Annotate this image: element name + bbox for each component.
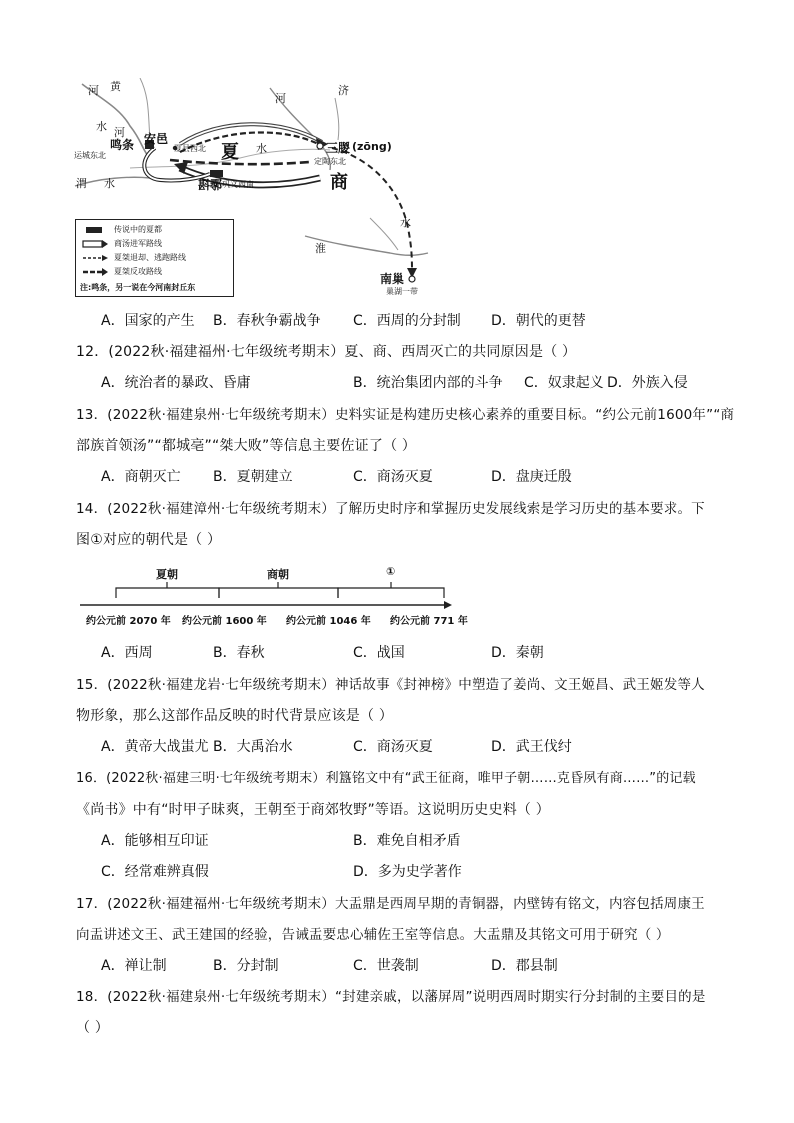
q15-option-a[interactable]: A．黄帝大战蚩尤 bbox=[101, 739, 209, 755]
map-label-river-shui-a: 水 bbox=[96, 120, 107, 133]
legend-row-shang-advance bbox=[76, 238, 231, 250]
legend-row-xia-counter bbox=[76, 266, 231, 278]
q13-option-b[interactable]: B．夏朝建立 bbox=[213, 469, 293, 485]
wide-arrow-icon bbox=[82, 240, 108, 248]
period-brace-shang bbox=[219, 588, 338, 598]
q14-option-b[interactable]: B．春秋 bbox=[213, 645, 265, 661]
map-label-zong-pinyin: (zōng) bbox=[352, 140, 392, 153]
legend-row-xia-capital bbox=[76, 224, 231, 236]
q12-option-d[interactable]: D．外族入侵 bbox=[607, 375, 688, 391]
q16-stem-line2: 《尚书》中有“时甲子昧爽，王朝至于商郊牧野”等语。这说明历史史料（ ） bbox=[76, 802, 550, 818]
q11-option-c[interactable]: C．西周的分封制 bbox=[353, 313, 461, 329]
q15-option-b[interactable]: B．大禹治水 bbox=[213, 739, 293, 755]
timeline-date-4: 约公元前 771 年 bbox=[390, 616, 468, 627]
q16-option-b[interactable]: B．难免自相矛盾 bbox=[353, 833, 461, 849]
map-label-dingtao: 定陶东北 bbox=[314, 157, 346, 166]
map-label-sanzong: 三朡 bbox=[326, 141, 351, 155]
map-label-nanchao: 南巢 bbox=[380, 272, 405, 286]
timeline-period-xia: 夏朝 bbox=[156, 568, 178, 581]
map-label-gongyi: 巩义西南 bbox=[222, 180, 254, 189]
river-south-branch bbox=[370, 218, 398, 250]
xia-capital-icon bbox=[82, 226, 108, 234]
q12-option-c[interactable]: C．奴隶起义 bbox=[524, 375, 604, 391]
timeline-date-1: 约公元前 2070 年 bbox=[86, 616, 171, 627]
q14-stem-line2: 图①对应的朝代是（ ） bbox=[76, 532, 222, 548]
q17-stem-line2: 向盂讲述文王、武王建国的经验，告诫盂要忠心辅佐王室等信息。大盂鼎及其铭文可用于研究（ ） bbox=[76, 927, 670, 943]
map-label-zhenxun: 斟鄩 bbox=[198, 178, 223, 192]
q17-option-c[interactable]: C．世袭制 bbox=[353, 958, 419, 974]
map-label-river-he-b: 河 bbox=[275, 92, 286, 105]
legend-row-xia-retreat bbox=[76, 252, 231, 264]
map-label-river-he-a: 河 bbox=[88, 84, 99, 97]
map-label-mingtiao: 鸣条 bbox=[110, 138, 135, 152]
q13-option-d[interactable]: D．盘庚迁殷 bbox=[491, 469, 572, 485]
map-legend bbox=[75, 219, 234, 297]
map-label-huai: 淮 bbox=[315, 242, 326, 255]
q15-option-d[interactable]: D．武王伐纣 bbox=[491, 739, 572, 755]
yellow-river-upper bbox=[140, 78, 150, 138]
map-label-river-he-c: 河 bbox=[114, 126, 125, 139]
xia-counterattack-route bbox=[170, 160, 310, 164]
map-label-river-ji: 济 bbox=[338, 84, 349, 97]
timeline-figure bbox=[76, 560, 476, 630]
map-label-shui-d: 水 bbox=[400, 216, 411, 229]
q13-stem-line1: 13．(2022秋·福建泉州·七年级统考期末）史料实证是构建历史核心素养的重要目标。“约公元前1600年”“商 bbox=[76, 407, 735, 423]
map-label-xia-xibei: 夏县西北 bbox=[174, 144, 206, 153]
q16-stem-line1: 16．(2022秋·福建三明·七年级统考期末）利簋铭文中有“武王征商，唯甲子朝……克昏夙有商……”的记载 bbox=[76, 771, 696, 786]
q18-stem-line1: 18．(2022秋·福建泉州·七年级统考期末）“封建亲戚，以藩屏周”说明西周时期实行分封制的主要目的是 bbox=[76, 989, 706, 1005]
q17-stem-line1: 17．(2022秋·福建福州·七年级统考期末）大盂鼎是西周早期的青铜器，内壁铸有铭文，内容包括周康王 bbox=[76, 896, 705, 912]
map-label-shang: 商 bbox=[330, 172, 348, 193]
period-brace-xia bbox=[116, 588, 219, 598]
timeline-arrowhead bbox=[444, 601, 452, 609]
q15-stem-line1: 15．(2022秋·福建龙岩·七年级统考期末）神话故事《封神榜》中塑造了姜尚、文王姬昌、武王姬发等人 bbox=[76, 677, 705, 693]
q14-option-c[interactable]: C．战国 bbox=[353, 645, 405, 661]
q16-option-c[interactable]: C．经常难辨真假 bbox=[101, 864, 209, 880]
q15-stem-line2: 物形象，那么这部作品反映的时代背景应该是（ ） bbox=[76, 708, 394, 724]
q12-stem: 12．(2022秋·福建福州·七年级统考期末）夏、商、西周灭亡的共同原因是（ ） bbox=[76, 344, 577, 360]
bold-dashed-arrow-icon bbox=[82, 268, 108, 276]
legend-label: 夏桀退却、逃跑路线 bbox=[114, 253, 186, 262]
q15-option-c[interactable]: C．商汤灭夏 bbox=[353, 739, 433, 755]
legend-note: 注:鸣条，另一说在今河南封丘东 bbox=[80, 283, 196, 292]
q16-option-a[interactable]: A．能够相互印证 bbox=[101, 833, 209, 849]
nanchao-point bbox=[409, 276, 415, 282]
map-label-yuncheng: 运城东北 bbox=[74, 151, 106, 160]
map-label-chaohu: 巢湖一带 bbox=[386, 287, 418, 296]
map-label-wei: 渭 bbox=[76, 177, 87, 190]
map-label-anyi: 安邑 bbox=[144, 132, 169, 146]
map-label-shui-b: 水 bbox=[256, 142, 267, 155]
q12-option-a[interactable]: A．统治者的暴政、昏庸 bbox=[101, 375, 251, 391]
map-label-river-huang: 黄 bbox=[110, 80, 121, 93]
q11-option-a[interactable]: A．国家的产生 bbox=[101, 313, 195, 329]
q16-option-d[interactable]: D．多为史学著作 bbox=[353, 864, 462, 880]
dashed-arrow-icon bbox=[82, 254, 108, 262]
q13-stem-line2: 部族首领汤”“都城亳”“桀大败”等信息主要佐证了（ ） bbox=[76, 438, 417, 454]
q17-option-a[interactable]: A．禅让制 bbox=[101, 958, 167, 974]
map-label-shui-c: 水 bbox=[104, 177, 115, 190]
timeline-date-2: 约公元前 1600 年 bbox=[182, 616, 267, 627]
q14-option-a[interactable]: A．西周 bbox=[101, 645, 153, 661]
period-brace-unknown bbox=[338, 588, 444, 598]
legend-label: 商汤进军路线 bbox=[114, 239, 162, 248]
legend-label: 夏桀反攻路线 bbox=[114, 267, 162, 276]
q13-option-a[interactable]: A．商朝灭亡 bbox=[101, 469, 181, 485]
q12-option-b[interactable]: B．统治集团内部的斗争 bbox=[353, 375, 503, 391]
timeline-period-unknown: ① bbox=[386, 565, 396, 578]
q14-stem-line1: 14．(2022秋·福建漳州·七年级统考期末）了解历史时序和掌握历史发展线索是学习历史的基本要求。下 bbox=[76, 501, 705, 517]
q13-option-c[interactable]: C．商汤灭夏 bbox=[353, 469, 433, 485]
q17-option-d[interactable]: D．郡县制 bbox=[491, 958, 558, 974]
q11-option-d[interactable]: D．朝代的更替 bbox=[491, 313, 586, 329]
q14-option-d[interactable]: D．秦朝 bbox=[491, 645, 544, 661]
q17-option-b[interactable]: B．分封制 bbox=[213, 958, 279, 974]
timeline-date-3: 约公元前 1046 年 bbox=[286, 616, 371, 627]
timeline-period-shang: 商朝 bbox=[267, 568, 289, 581]
ji-river bbox=[335, 98, 339, 140]
map-label-xia: 夏 bbox=[221, 142, 239, 163]
legend-label: 传说中的夏都 bbox=[114, 225, 162, 234]
q11-option-b[interactable]: B．春秋争霸战争 bbox=[213, 313, 321, 329]
sanzong-point bbox=[317, 143, 323, 149]
q18-stem-line2: （ ） bbox=[76, 1020, 110, 1036]
